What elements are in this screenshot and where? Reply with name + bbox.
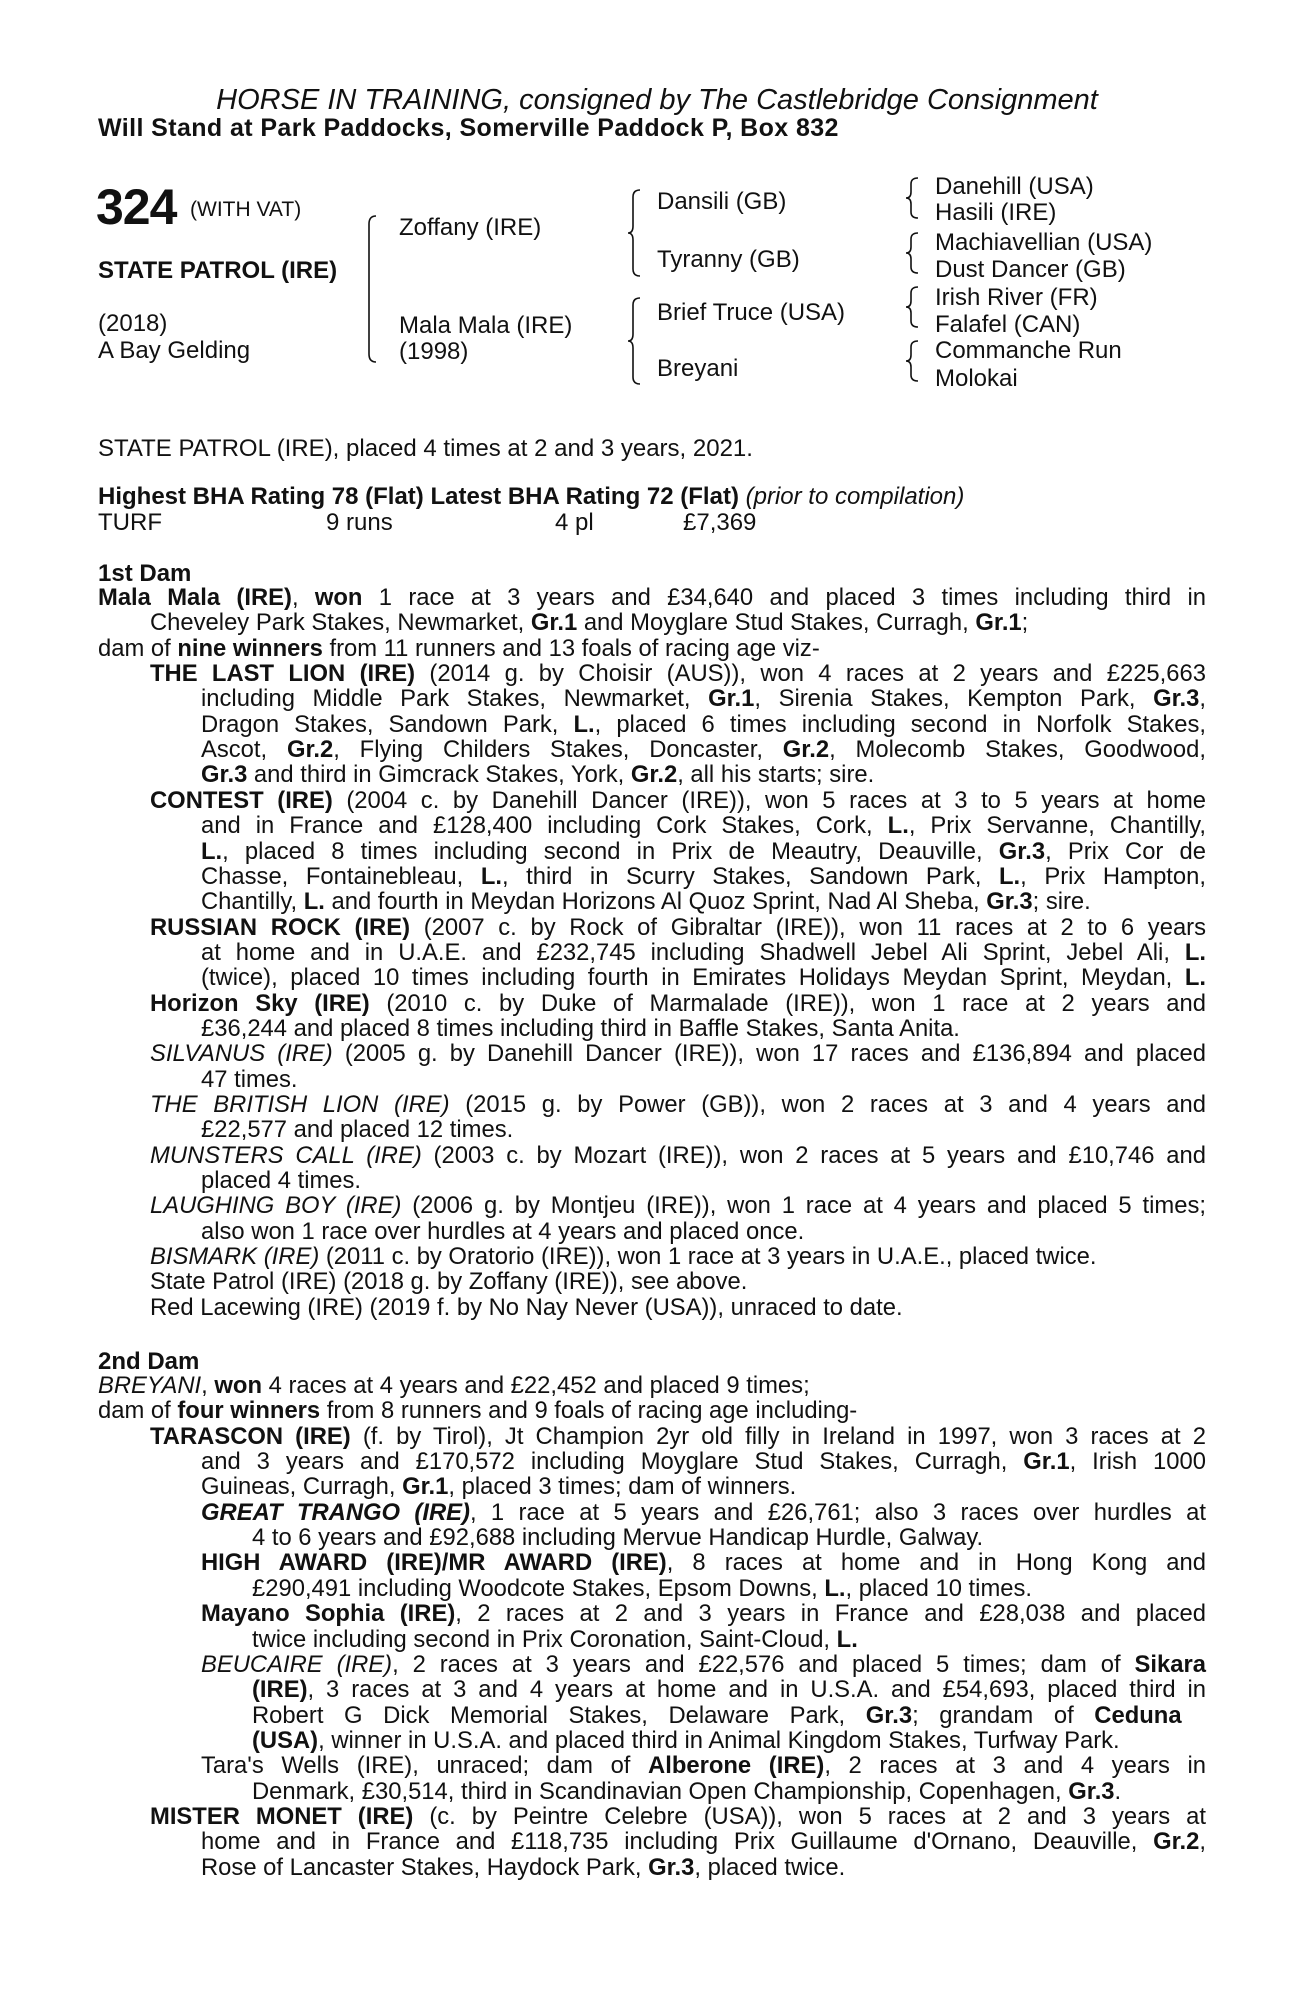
pedigree-text-line <box>201 1550 1206 1575</box>
text-run: Gr.2 <box>782 736 830 764</box>
pedigree-text-line <box>201 864 1206 889</box>
pedigree-text-line <box>150 915 1206 940</box>
text-run: Gr.3 <box>998 837 1046 865</box>
pedigree-text-line <box>252 1779 1121 1804</box>
text-run: , placed 6 times including second in Norfolk Stakes, <box>594 710 1206 738</box>
pedigree-gen3-6: Falafel (CAN) <box>935 311 1081 338</box>
text-run: L. <box>1184 964 1206 992</box>
horse-year: (2018) <box>98 310 168 337</box>
text-run: (USA) <box>252 1726 319 1754</box>
text-run: nine winners <box>177 634 323 662</box>
text-run: Chasse, Fontainebleau, <box>201 862 481 890</box>
text-run: Cheveley Park Stakes, Newmarket, <box>150 609 531 637</box>
pedigree-bracket-g3-4 <box>906 341 920 381</box>
text-run: Alberone (IRE) <box>648 1752 825 1780</box>
text-run: ; <box>1021 609 1029 637</box>
text-run: Rose of Lancaster Stakes, Haydock Park, <box>201 1853 649 1881</box>
pedigree-text-line <box>98 585 1206 610</box>
pedigree-text-line <box>201 762 874 787</box>
pedigree-dam-dam: Breyani <box>657 355 739 382</box>
text-run: Gr.1 <box>530 609 578 637</box>
pedigree-bracket-g3-2 <box>906 233 920 273</box>
text-run: THE LAST LION (IRE) <box>150 660 416 688</box>
text-run: at home and in U.A.E. and £232,745 including Shadwell Jebel Ali Sprint, Jebel Ali, <box>201 938 1185 966</box>
text-run: 4 races at 4 years and £22,452 and placed 9 times; <box>262 1372 810 1399</box>
text-run: , 8 races at home and in Hong Kong and <box>666 1549 1207 1577</box>
pedigree-dam-sire: Brief Truce (USA) <box>657 299 846 326</box>
text-run: (IRE) <box>252 1676 308 1704</box>
text-run: MUNSTERS CALL (IRE) <box>150 1141 422 1169</box>
pedigree-text-line <box>150 788 1206 813</box>
pedigree-text-line <box>150 1193 1206 1218</box>
text-run: BISMARK (IRE) <box>150 1243 320 1271</box>
text-run: including Middle Park Stakes, Newmarket, <box>201 685 709 713</box>
text-run: (2015 g. by Power (GB)), won 2 races at 3 and 4 years and <box>449 1091 1206 1118</box>
pedigree-text-line <box>150 610 1028 635</box>
pedigree-text-line <box>201 1117 513 1142</box>
text-run: , placed 8 times including second in Prix de Meautry, Deauville, <box>222 837 999 865</box>
text-run: Gr.1 <box>708 685 755 713</box>
text-run: THE BRITISH LION (IRE) <box>150 1091 450 1118</box>
text-run: Gr.2 <box>286 736 334 764</box>
bha-rating <box>98 483 964 511</box>
pedigree-text-line <box>150 1041 1206 1066</box>
text-run: , placed 10 times. <box>845 1574 1033 1602</box>
text-run: , <box>1199 685 1206 713</box>
text-run: , 2 races at 3 years and £22,576 and placed 5 times; dam of <box>392 1650 1135 1678</box>
text-run: and in France and £128,400 including Cork Stakes, Cork, <box>201 812 888 840</box>
pedigree-gen3-2: Hasili (IRE) <box>935 199 1057 226</box>
pedigree-bracket-dam <box>628 298 642 384</box>
text-run: and Moyglare Stud Stakes, Curragh, <box>577 609 976 637</box>
text-run: and fourth in Meydan Horizons Al Quoz Sprint, Nad Al Sheba, <box>324 888 987 916</box>
pedigree-text-line <box>201 1016 960 1041</box>
pedigree-gen3-5: Irish River (FR) <box>935 284 1098 311</box>
pedigree-text-line <box>252 1576 1032 1601</box>
record-placed: 4 pl <box>555 509 594 536</box>
text-run: L. <box>836 1625 858 1653</box>
lot-number: 324 <box>96 179 177 235</box>
text-run: from 11 runners and 13 foals of racing age viz- <box>322 634 820 662</box>
text-run: also won 1 race over hurdles at 4 years and placed once. <box>201 1217 805 1245</box>
page-title: HORSE IN TRAINING, consigned by The Castlebridge Consignment <box>216 84 1098 116</box>
pedigree-text-line <box>201 1753 1206 1778</box>
pedigree-text-line <box>98 636 820 661</box>
text-run: four winners <box>177 1397 321 1425</box>
text-run: (2006 g. by Montjeu (IRE)), won 1 race at 4 years and placed 5 times; <box>401 1192 1206 1220</box>
text-run: HIGH AWARD (IRE)/MR AWARD (IRE) <box>201 1549 667 1577</box>
text-run: (c. by Peintre Celebre (USA)), won 5 races at 2 and 3 years at <box>413 1802 1206 1830</box>
text-run: £290,491 including Woodcote Stakes, Epsom Downs, <box>252 1574 825 1602</box>
text-run: , placed twice. <box>694 1853 846 1881</box>
pedigree-gen3-8: Molokai <box>935 365 1018 392</box>
text-run: Gr.2 <box>1153 1828 1200 1856</box>
text-run: , <box>1199 1828 1206 1856</box>
pedigree-text-line <box>252 1627 858 1652</box>
text-run: BEUCAIRE (IRE) <box>201 1650 393 1678</box>
text-run: , Molecomb Stakes, Goodwood, <box>829 736 1206 764</box>
text-run: Gr.3 <box>986 888 1033 916</box>
text-run: Tara's Wells (IRE), unraced; dam of <box>201 1752 649 1780</box>
record-surface: TURF <box>98 509 162 536</box>
pedigree-gen3-4: Dust Dancer (GB) <box>935 256 1126 283</box>
text-run: Ascot, <box>201 736 287 764</box>
text-run: , 2 races at 2 and 3 years in France and £28,038 and placed <box>455 1600 1206 1628</box>
race-summary: STATE PATROL (IRE), placed 4 times at 2 and 3 years, 2021. <box>98 435 753 462</box>
text-run: TARASCON (IRE) <box>150 1422 351 1450</box>
text-run: from 8 runners and 9 foals of racing age including- <box>320 1397 858 1425</box>
pedigree-text-line <box>150 661 1206 686</box>
bha-rating-text: Highest BHA Rating 78 (Flat) Latest BHA Rating 72 (Flat) <box>98 483 739 510</box>
text-run: Robert G Dick Memorial Stakes, Delaware Park, <box>252 1701 866 1729</box>
text-run: Chantilly, <box>201 888 304 916</box>
text-run: ; sire. <box>1032 888 1091 916</box>
pedigree-text-line <box>201 1652 1206 1677</box>
pedigree-gen3-3: Machiavellian (USA) <box>935 229 1153 256</box>
pedigree-sire-dam: Tyranny (GB) <box>657 246 800 273</box>
text-run: L. <box>303 888 325 916</box>
pedigree-text-line <box>201 1449 1206 1474</box>
pedigree-dam: Mala Mala (IRE) <box>399 312 573 339</box>
pedigree-sire: Zoffany (IRE) <box>399 214 542 241</box>
text-run: BREYANI <box>98 1372 202 1399</box>
pedigree-text-line <box>150 1424 1206 1449</box>
text-run: £36,244 and placed 8 times including third in Baffle Stakes, Santa Anita. <box>201 1014 960 1042</box>
text-run: (2014 g. by Choisir (AUS)), won 4 races at 2 years and £225,663 <box>415 660 1206 688</box>
record-runs: 9 runs <box>326 509 393 536</box>
text-run: dam of <box>98 634 178 662</box>
pedigree-bracket-sire <box>628 190 642 276</box>
text-run: , winner in U.S.A. and placed third in Animal Kingdom Stakes, Turfway Park. <box>318 1726 1120 1754</box>
text-run: , all his starts; sire. <box>677 761 875 789</box>
horse-description: A Bay Gelding <box>98 337 251 364</box>
pedigree-text-line <box>150 1269 747 1294</box>
text-run: ; grandam of <box>912 1701 1095 1729</box>
pedigree-text-line <box>201 686 1206 711</box>
pedigree-bracket-g3-3 <box>906 287 920 327</box>
pedigree-sire-sire: Dansili (GB) <box>657 188 787 215</box>
record-earnings: £7,369 <box>683 509 757 536</box>
text-run: Gr.3 <box>201 761 248 789</box>
text-run: dam of <box>98 1397 178 1425</box>
text-run: Denmark, £30,514, third in Scandinavian Open Championship, Copenhagen, <box>252 1777 1069 1805</box>
pedigree-text-line <box>201 813 1206 838</box>
text-run: State Patrol (IRE) (2018 g. by Zoffany (IRE)), see above. <box>150 1268 748 1296</box>
page-subtitle: Will Stand at Park Paddocks, Somerville Paddock P, Box 832 <box>98 114 839 142</box>
text-run: (twice), placed 10 times including fourth in Emirates Holidays Meydan Sprint, Meydan, <box>201 964 1185 992</box>
text-run: L. <box>887 812 909 840</box>
text-run: , <box>291 584 315 611</box>
text-run: £22,577 and placed 12 times. <box>201 1116 514 1144</box>
text-run: , third in Scurry Stakes, Sandown Park, <box>501 862 1000 890</box>
pedigree-text-line <box>150 991 1206 1016</box>
text-run: , 3 races at 3 and 4 years at home and in U.S.A. and £54,693, placed third in <box>307 1676 1206 1704</box>
text-run: 1 race at 3 years and £34,640 and placed 3 times including third in <box>362 584 1206 611</box>
pedigree-text-line <box>150 1143 1206 1168</box>
text-run: , Sirenia Stakes, Kempton Park, <box>754 685 1154 713</box>
text-run: Gr.1 <box>402 1473 449 1501</box>
text-run: L. <box>1184 938 1206 966</box>
pedigree-text-line <box>201 1855 845 1880</box>
pedigree-text-line <box>150 1244 1096 1269</box>
text-run: (2004 c. by Danehill Dancer (IRE)), won 5 races at 3 to 5 years at home <box>332 786 1206 814</box>
text-run: , 1 race at 5 years and £26,761; also 3 races over hurdles at <box>469 1498 1206 1526</box>
pedigree-text-line <box>252 1703 1182 1728</box>
text-run: home and in France and £118,735 including Prix Guillaume d'Ornano, Deauville, <box>201 1828 1154 1856</box>
pedigree-text-line <box>201 839 1206 864</box>
pedigree-text-line <box>150 1295 903 1320</box>
text-run: L. <box>573 710 595 738</box>
horse-name: STATE PATROL (IRE) <box>98 257 338 284</box>
text-run: (2003 c. by Mozart (IRE)), won 2 races at 5 years and £10,746 and <box>421 1141 1206 1169</box>
pedigree-text-line <box>98 1373 810 1398</box>
text-run: , <box>201 1372 215 1399</box>
pedigree-text-line <box>252 1728 1120 1753</box>
text-run: L. <box>824 1574 846 1602</box>
text-run: Gr.3 <box>1068 1777 1115 1805</box>
text-run: Ceduna <box>1094 1701 1182 1729</box>
text-run: Gr.3 <box>1153 685 1200 713</box>
text-run: , Prix Hampton, <box>1020 862 1206 890</box>
text-run: L. <box>201 837 223 865</box>
pedigree-text-line <box>201 1067 298 1092</box>
text-run: (f. by Tirol), Jt Champion 2yr old filly in Ireland in 1997, won 3 races at 2 <box>350 1422 1206 1450</box>
pedigree-text-line <box>201 1829 1206 1854</box>
text-run: (2005 g. by Danehill Dancer (IRE)), won 17 races and £136,894 and placed <box>332 1040 1206 1068</box>
second-dam-heading: 2nd Dam <box>98 1348 200 1375</box>
text-run: (2011 c. by Oratorio (IRE)), won 1 race at 3 years in U.A.E., placed twice. <box>319 1243 1097 1271</box>
text-run: Mayano Sophia (IRE) <box>201 1600 456 1628</box>
pedigree-text-line <box>201 1601 1206 1626</box>
pedigree-text-line <box>201 1168 361 1193</box>
pedigree-text-line <box>201 889 1091 914</box>
pedigree-text-line <box>98 1398 857 1423</box>
text-run: Gr.1 <box>1023 1448 1070 1476</box>
pedigree-dam-year: (1998) <box>399 338 469 365</box>
pedigree-gen3-1: Danehill (USA) <box>935 173 1094 200</box>
text-run: . <box>1114 1777 1122 1805</box>
text-run: Guineas, Curragh, <box>201 1473 403 1501</box>
text-run: Sikara <box>1134 1650 1206 1678</box>
text-run: GREAT TRANGO (IRE) <box>201 1498 470 1526</box>
text-run: Horizon Sky (IRE) <box>150 989 370 1017</box>
text-run: SILVANUS (IRE) <box>150 1040 333 1068</box>
pedigree-bracket-g3-1 <box>906 178 920 218</box>
pedigree-text-line <box>201 940 1206 965</box>
text-run: Gr.3 <box>648 1853 695 1881</box>
text-run: Gr.2 <box>630 761 678 789</box>
first-dam-heading: 1st Dam <box>98 560 192 587</box>
text-run: , placed 3 times; dam of winners. <box>448 1473 797 1501</box>
text-run: , 2 races at 3 and 4 years in <box>824 1752 1206 1780</box>
text-run: RUSSIAN ROCK (IRE) <box>150 913 411 941</box>
text-run: and third in Gimcrack Stakes, York, <box>247 761 631 789</box>
vat-note: (WITH VAT) <box>190 198 302 221</box>
pedigree-bracket-gen1 <box>364 216 378 362</box>
text-run: , Prix Servanne, Chantilly, <box>908 812 1206 840</box>
pedigree-text-line <box>150 1092 1206 1117</box>
pedigree-text-line <box>252 1525 983 1550</box>
text-run: , Prix Cor de <box>1045 837 1206 865</box>
text-run: Dragon Stakes, Sandown Park, <box>201 710 574 738</box>
pedigree-text-line <box>201 965 1206 990</box>
text-run: CONTEST (IRE) <box>150 786 333 814</box>
text-run: (2010 c. by Duke of Marmalade (IRE)), won 1 race at 2 years and <box>369 989 1206 1017</box>
bha-rating-note: (prior to compilation) <box>745 483 965 510</box>
text-run: 4 to 6 years and £92,688 including Mervue Handicap Hurdle, Galway. <box>252 1524 984 1552</box>
text-run: Red Lacewing (IRE) (2019 f. by No Nay Never (USA)), unraced to date. <box>150 1293 903 1321</box>
text-run: (2007 c. by Rock of Gibraltar (IRE)), won 11 races at 2 to 6 years <box>410 913 1207 941</box>
pedigree-text-line <box>150 1804 1206 1829</box>
text-run: LAUGHING BOY (IRE) <box>150 1192 402 1220</box>
text-run: , Irish 1000 <box>1069 1448 1206 1476</box>
text-run: twice including second in Prix Coronation, Saint-Cloud, <box>252 1625 837 1653</box>
pedigree-gen3-7: Commanche Run <box>935 337 1122 364</box>
pedigree-text-line <box>201 1474 796 1499</box>
pedigree-text-line <box>201 737 1206 762</box>
pedigree-text-line <box>201 1500 1206 1525</box>
pedigree-text-line <box>201 1219 804 1244</box>
text-run: Gr.3 <box>865 1701 913 1729</box>
pedigree-text-line <box>252 1677 1206 1702</box>
text-run: 47 times. <box>201 1065 298 1093</box>
text-run: Mala Mala (IRE) <box>98 584 292 611</box>
text-run: Gr.1 <box>975 609 1022 637</box>
text-run: L. <box>480 862 502 890</box>
text-run: , Flying Childers Stakes, Doncaster, <box>333 736 783 764</box>
pedigree-text-line <box>201 712 1206 737</box>
text-run: MISTER MONET (IRE) <box>150 1802 414 1830</box>
text-run: L. <box>999 862 1021 890</box>
text-run: won <box>214 1372 262 1399</box>
text-run: and 3 years and £170,572 including Moyglare Stud Stakes, Curragh, <box>201 1448 1024 1476</box>
text-run: won <box>314 584 363 611</box>
text-run: placed 4 times. <box>201 1167 362 1195</box>
